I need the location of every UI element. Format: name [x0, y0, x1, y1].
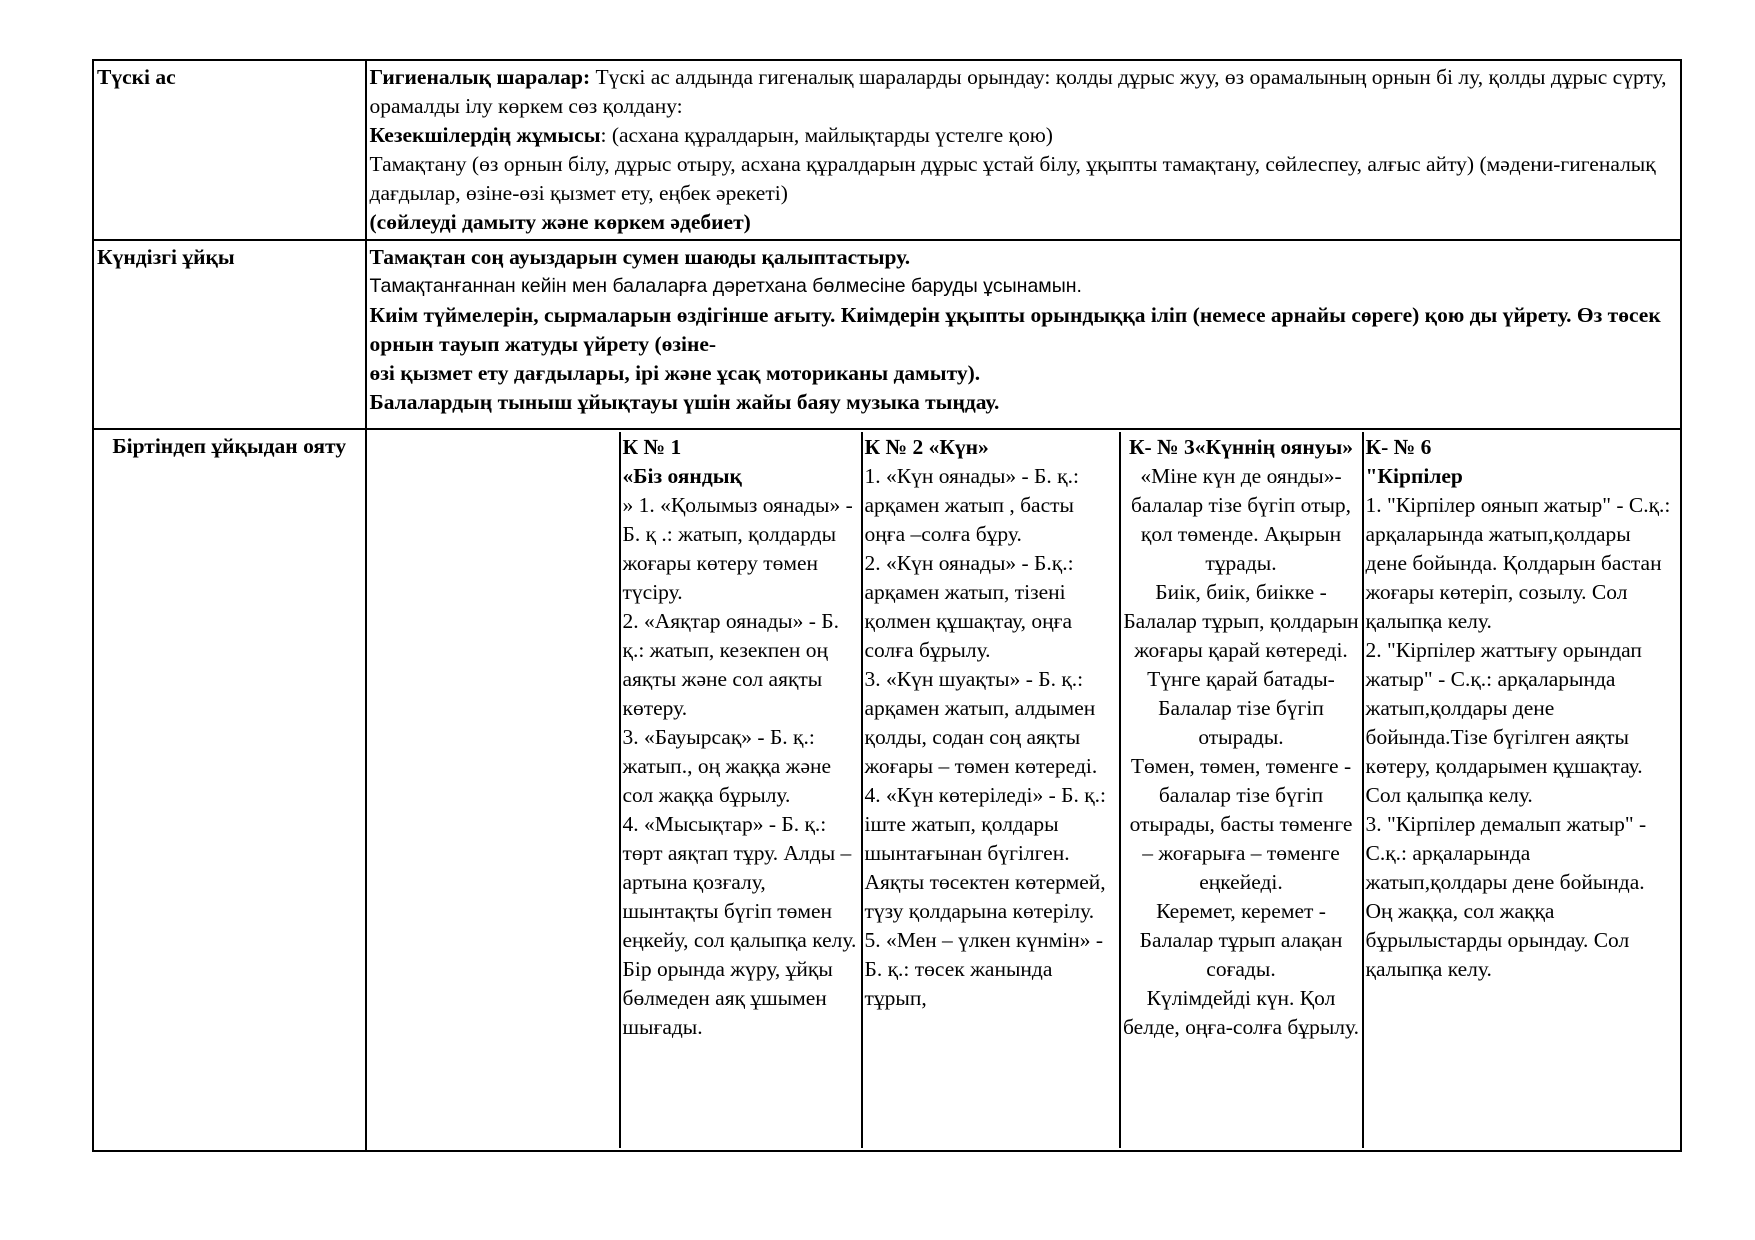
nap-line-2: Тамақтанғаннан кейін мен балаларға дәретхана бөлмесіне баруды ұсынамын.: [369, 275, 1082, 297]
k2-body: 1. «Күн оянады» - Б. қ.: арқамен жатып , басты оңға –солға бұру. 2. «Күн оянады» - Б.қ.: арқамен жатып, тізені қолмен құшақтау, оңға солға бұрылу. 3. «Күн шуақты» - Б. қ.: арқамен жатып, алдымен қолды, содан соң аяқты жоғары – төмен көтереді. 4. «Күн көтеріледі» - Б. қ.: іште жатып, қолдары шынтағынан бүгілген. Аяқты төсектен көтермей, түзу қолдарына көтерілу. 5. «Мен – үлкен күнмін» - Б. қ.: төсек жанында тұрып,: [864, 464, 1107, 1010]
k3-body: «Міне күн де оянды»- балалар тізе бүгіп отыр, қол төменде. Ақырын тұрады. Биік, биік, биікке - Балалар тұрып, қолдарын жоғары қарай көтереді. Түнге қарай батады- Балалар тізе бүгіп отырады. Төмен, төмен, төменге - балалар тізе бүгіп отырады, басты төменге – жоғарыға – төменге еңкейеді. Керемет, керемет - Балалар тұрып алақан соғады. Күлімдейді күн. Қол белде, оңға-солға бұрылу.: [1123, 464, 1359, 1039]
eating-text: Тамақтану (өз орнын білу, дұрыс отыру, асхана құралдарын дұрыс ұстай білу, ұқыпты тамақтану, сөйлеспеу, алғыс айту) (мәдени-гигеналық дағдылар, өзіне-өзі қызмет ету, еңбек әрекеті): [369, 152, 1656, 205]
k1-title: К № 1: [622, 435, 682, 459]
table-row-lunch: [93, 60, 1681, 240]
k6-subtitle: "Кірпілер: [1365, 464, 1463, 488]
lunch-hygiene: [370, 63, 1678, 121]
lunch-content: [366, 60, 1682, 240]
exercise-columns: [370, 432, 1679, 1148]
exercise-k6: [1363, 432, 1679, 1148]
k6-body: 1. "Кірпілер оянып жатыр" - С.қ.: арқаларында жатып,қолдары дене бойында. Қолдарын бастан жоғары көтеріп, созылу. Сол қалыпқа келу. 2. "Кірпілер жаттығу орындап жатыр" - С.қ.: арқаларында жатып,қолдары дене бойында.Тізе бүгілген аяқты көтеру, қолдарымен құшақтау. Сол қалыпқа келу. 3. "Кірпілер демалып жатыр" - С.қ.: арқаларында жатып,қолдары дене бойында. Оң жаққа, сол жаққа бұрылыстарды орындау. Сол қалыпқа келу.: [1365, 493, 1671, 981]
row-label-lunch: Түскі ас: [93, 60, 366, 240]
k3-text: [1123, 433, 1360, 1042]
table-row-wake: [93, 429, 1681, 1151]
lunch-duty: [370, 121, 1678, 150]
exercise-k1: [620, 432, 862, 1148]
duty-heading: Кезекшілердің жұмысы: [369, 123, 601, 147]
exercise-k2: [862, 432, 1120, 1148]
nap-line-1: Тамақтан соң ауыздарын сумен шаюды қалыптастыру.: [369, 245, 911, 269]
nap-line-4: өзі қызмет ету дағдылары, ірі және ұсақ моториканы дамыту).: [369, 361, 981, 385]
row-label-nap: Күндізгі ұйқы: [93, 240, 366, 429]
hygiene-heading: Гигиеналық шаралар:: [369, 65, 591, 89]
table-row-nap: [93, 240, 1681, 429]
exercise-k3: [1120, 432, 1363, 1148]
schedule-table: [92, 59, 1682, 1152]
k6-title: К- № 6: [1365, 435, 1432, 459]
duty-text: : (асхана құралдарын, майлықтарды үстелге қою): [600, 123, 1053, 147]
k1-body: » 1. «Қолымыз оянады» - Б. қ .: жатып, қолдарды жоғары көтеру төмен түсіру. 2. «Аяқтар оянады» - Б. қ.: жатып, кезекпен оң аяқты және сол аяқты көтеру. 3. «Бауырсақ» - Б. қ.: жатып., оң жаққа және сол жаққа бұрылу. 4. «Мысықтар» - Б. қ.: төрт аяқтап тұру. Алды –артына қозғалу, шынтақты бүгіп төмен еңкейу, сол қалыпқа келу. Бір орында жүру, ұйқы бөлмеден аяқ ұшымен шығады.: [622, 493, 857, 1039]
nap-line-5: Балалардың тыныш ұйықтауы үшін жайы баяу музыка тыңдау.: [369, 390, 1000, 414]
document-page: [92, 59, 1682, 1152]
row-label-wake: Біртіндеп ұйқыдан ояту: [93, 429, 366, 1151]
empty-column: [370, 432, 620, 1148]
nap-content: [366, 240, 1682, 429]
k2-title: К № 2 «Күн»: [864, 435, 989, 459]
nap-line-3: Киім түймелерін, сырмаларын өздігінше ағыту. Киімдерін ұқыпты орындыққа іліп (немесе арнайы сөреге) қою ды үйрету. Өз төсек орнын тауып жатуды үйрету (өзіне-: [369, 303, 1661, 356]
exercise-columns-row: [370, 432, 1679, 1148]
speech-development: (сөйлеуді дамыту және көркем әдебиет): [369, 210, 751, 234]
hygiene-text: Түскі ас алдында гигеналық шараларды орындау: қолды дұрыс жуу, өз орамалының орнын бі лу, қолды дұрыс сүрту, орамалды ілу көркем сөз қолдану:: [369, 65, 1667, 118]
k1-subtitle: «Біз ояндық: [622, 464, 742, 488]
k3-title: К- № 3«Күннің оянуы»: [1128, 435, 1354, 459]
wake-content: [366, 429, 1682, 1151]
